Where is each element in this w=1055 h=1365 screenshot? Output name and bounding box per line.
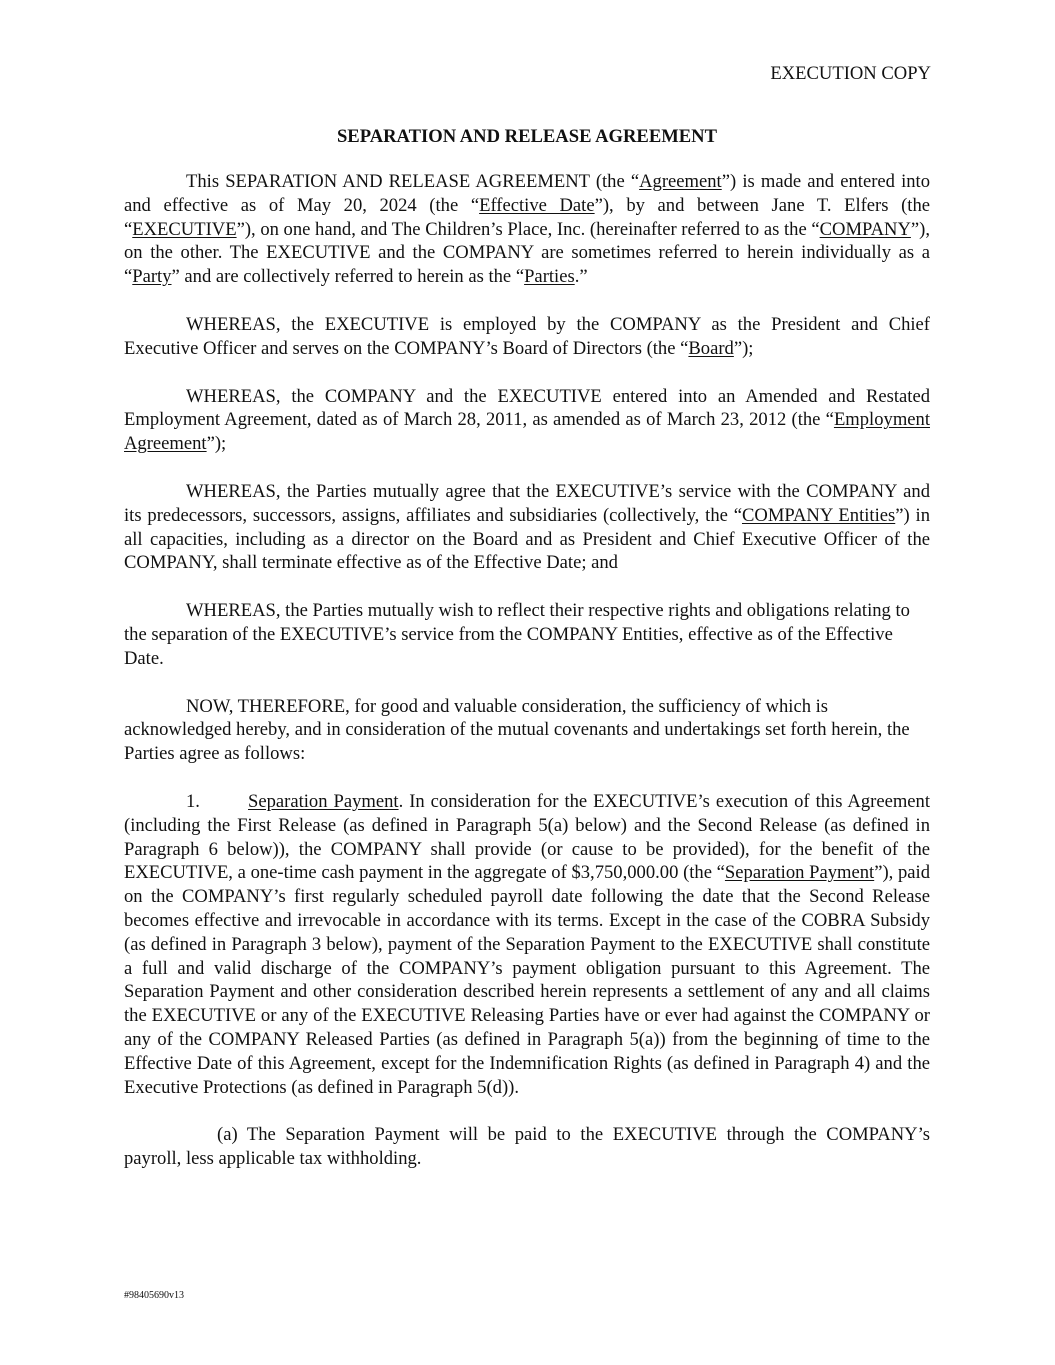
section-1a-paragraph: (a) The Separation Payment will be paid to the EXECUTIVE through the COMPANY’s payroll, less applicable tax withholding. [124,1124,930,1170]
defined-term-separation-payment: Separation Payment [724,862,875,884]
defined-term-board: Board [688,337,734,359]
whereas-paragraph-separation: WHEREAS, the Parties mutually wish to reflect their respective rights and obligations relating to the separation of the EXECUTIVE’s service from the COMPANY Entities, effective as of the Effective Date. [124,600,910,669]
text-run: ”), on the other. The EXECUTIVE and the COMPANY are sometimes referred to herein individually as a “ [124,218,930,288]
defined-term-employment-agreement: Employment Agreement [124,409,930,455]
text-run: ”), by and between Jane T. Elfers (the “ [124,194,931,240]
text-run: WHEREAS, the EXECUTIVE is employed by the COMPANY as the President and Chief Executive Officer and serves on the COMPANY’s Board of Directors (the “ [124,313,930,359]
defined-term-company-entities: COMPANY Entities [742,504,896,526]
text-run: ”), on one hand, and The Children’s Place, Inc. (hereinafter referred to as the “ [236,218,820,240]
defined-term-agreement: Agreement [639,171,722,192]
defined-term-effective-date: Effective Date [479,194,595,216]
now-therefore-paragraph: NOW, THEREFORE, for good and valuable consideration, the sufficiency of which is acknowledged hereby, and in consideration of the mutual covenants and undertakings set forth herein, the Parties agree as follows: [124,695,910,765]
defined-term-executive: EXECUTIVE [132,218,237,240]
defined-term-party: Party [132,266,172,288]
defined-term-parties: Parties [524,266,575,288]
defined-term-company: COMPANY [819,218,911,240]
document-id-footer: #98405690v13 [124,1290,184,1301]
execution-copy-label: EXECUTION COPY [770,63,931,84]
section-1-separation-payment [124,790,930,1099]
text-run: ”) is made and entered into and effective as of May 20, 2024 (the “ [124,171,931,216]
whereas-paragraph-employment [124,313,930,361]
intro-paragraph [124,170,930,289]
section-number: 1. [186,790,200,812]
text-run: WHEREAS, the COMPANY and the EXECUTIVE entered into an Amended and Restated Employment Agreement, dated as of March 28, 2011, as amended as of March 23, 2012 (the “ [124,385,930,431]
whereas-paragraph-termination [124,480,930,575]
text-run: ”), paid on the COMPANY’s first regularly scheduled payroll date following the date that the Second Release becomes effective and irrevocable in accordance with its terms. Except in the case of the COBRA Subsidy (as defined in Paragraph 3 below), payment of the Separation Payment to the EXECUTIVE shall constitute a full and valid discharge of the COMPANY’s payment obligation pursuant to this Agreement. The Separation Payment and other consideration described herein represents a settlement of any and all claims the EXECUTIVE or any of the EXECUTIVE Releasing Parties have or ever had against the COMPANY or any of the COMPANY Released Parties (as defined in Paragraph 5(a)) from the beginning of time to the Effective Date of this Agreement, except for the Indemnification Rights (as defined in Paragraph 4) and the Executive Protections (as defined in Paragraph 5(d)). [124,862,930,1098]
text-run: ” and are collectively referred to herein as the “ [171,266,525,288]
whereas-paragraph-agreement [124,385,930,456]
text-run: This SEPARATION AND RELEASE AGREEMENT (the “ [186,171,640,192]
document-title: SEPARATION AND RELEASE AGREEMENT [336,126,718,147]
section-heading: Separation Payment [248,790,399,812]
document-body [124,170,930,1195]
text-run: ”); [733,337,754,359]
text-run: .” [574,266,588,288]
text-run: WHEREAS, the Parties mutually agree that the EXECUTIVE’s service with the COMPANY and its predecessors, successors, assigns, affiliates and subsidiaries (collectively, the “ [124,480,930,526]
text-run: ”); [206,433,227,455]
text-run: . In consideration for the EXECUTIVE’s execution of this Agreement (including the First Release (as defined in Paragraph 5(a) below) and the Second Release (as defined in Paragraph 6 below)), the COMPANY shall provide (or cause to be provided), for the benefit of the EXECUTIVE, a one-time cash payment in the aggregate of $3,750,000.00 (the “ [124,790,930,884]
text-run: ”) in all capacities, including as a director on the Board and as President and Chief Executive Officer of the COMPANY, shall terminate effective as of the Effective Date; and [124,504,931,574]
